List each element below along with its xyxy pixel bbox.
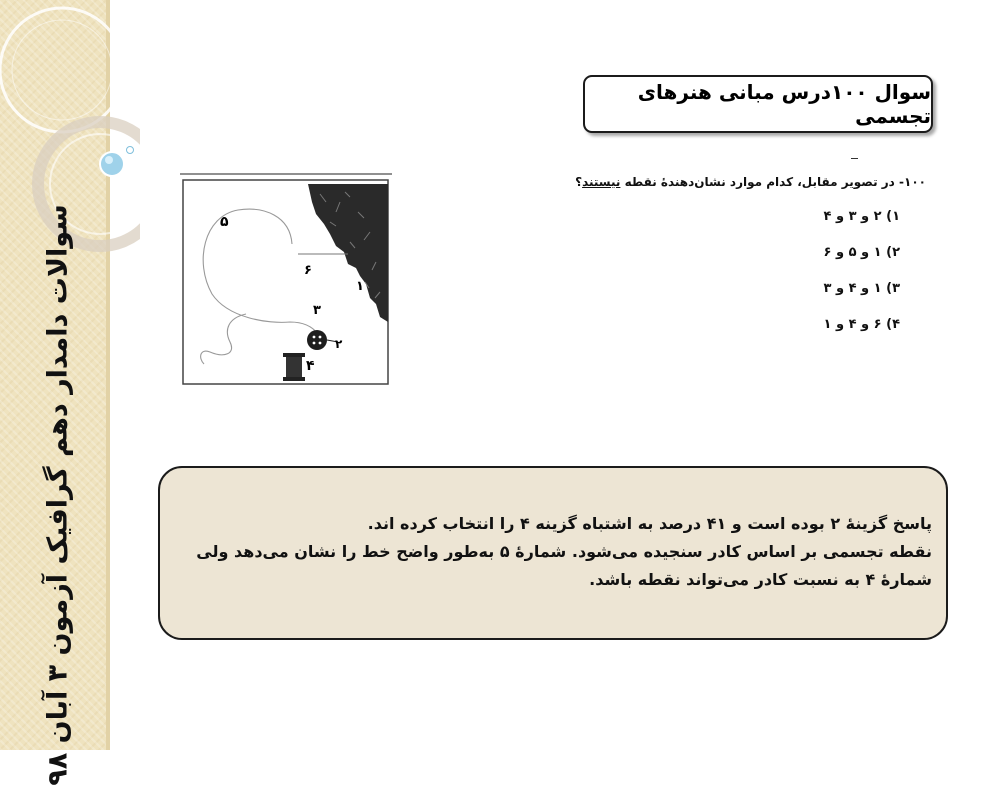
answer-box (158, 466, 948, 640)
question-text-after: ؟ (575, 175, 583, 189)
answer-line-3: شمارهٔ ۴ به نسبت کادر می‌تواند نقطه باشد. (589, 570, 932, 589)
question-figure (180, 172, 392, 388)
answer-line-1: پاسخ گزینهٔ ۲ بوده است و ۴۱ درصد به اشتباه گزینه ۴ را انتخاب کرده اند. (367, 514, 932, 533)
option-2[interactable]: ۲) ۱ و ۵ و ۶ (823, 245, 900, 260)
spool-shape (283, 353, 305, 357)
question-text (506, 175, 926, 189)
answer-line-2: نقطه تجسمی بر اساس کادر سنجیده می‌شود. شمارهٔ ۵ به‌طور واضح خط را نشان می‌دهد ولی (196, 542, 932, 561)
option-4[interactable]: ۴) ۶ و ۴ و ۱ (823, 317, 900, 332)
label-1: ۱ (356, 279, 364, 294)
page-title-box (583, 75, 933, 133)
options-list (700, 208, 900, 352)
label-2: ۲ (335, 337, 343, 351)
option-3[interactable]: ۳) ۱ و ۴ و ۳ (823, 281, 900, 296)
page-title: سوال ۱۰۰درس مبانی هنرهای تجسمی (637, 80, 931, 128)
sidebar (0, 0, 110, 786)
question-text-underlined: نیستند (582, 175, 621, 189)
label-6: ۶ (304, 263, 312, 278)
label-5: ۵ (220, 214, 229, 230)
label-4: ۴ (306, 358, 315, 374)
label-3: ۳ (313, 303, 321, 318)
button-shape (307, 330, 327, 350)
answer-text (172, 510, 932, 594)
option-1[interactable]: ۱) ۲ و ۳ و ۴ (823, 209, 900, 224)
question-text-before: در تصویر مقابل، کدام موارد نشان‌دهندهٔ نقطه (624, 175, 895, 189)
question-number: ۱۰۰- (899, 175, 926, 189)
sidebar-title: سوالات دامدار دهم گرافیک آزمون ۳ آبان ۹۸ (42, 204, 74, 786)
small-dash (851, 158, 858, 159)
